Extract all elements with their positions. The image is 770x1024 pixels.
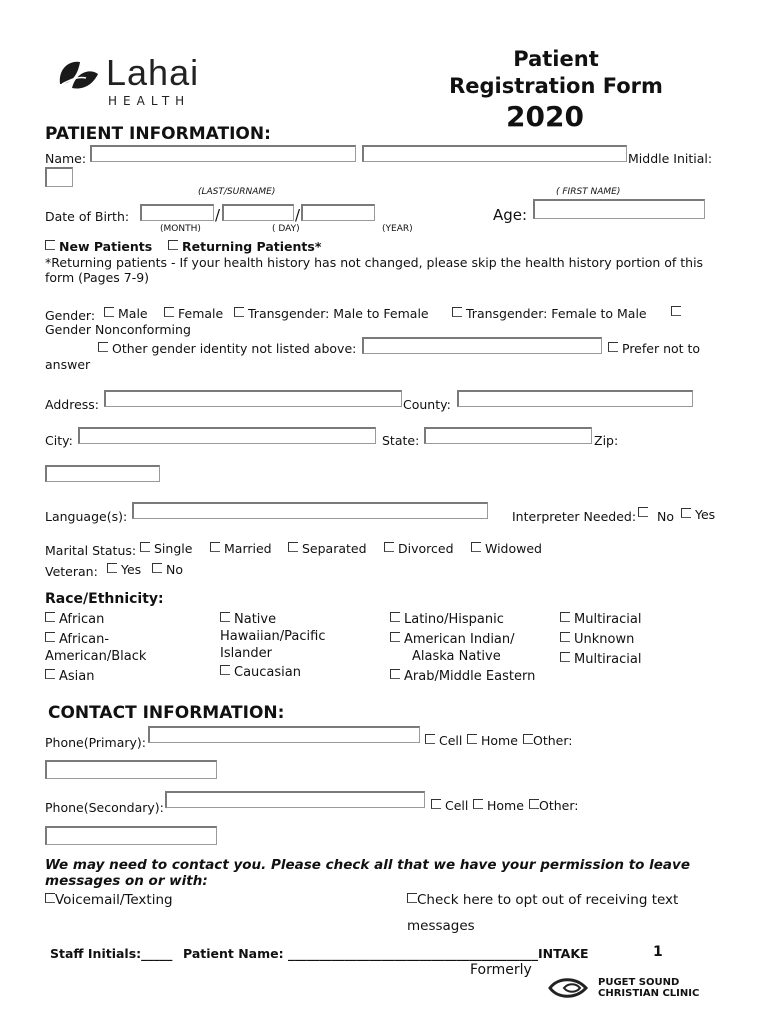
gender-male-label: Male xyxy=(118,306,148,321)
clinic-name-1: PUGET SOUND xyxy=(598,977,680,988)
race-native-hawaiian-option[interactable] xyxy=(220,611,325,628)
year-caption: (YEAR) xyxy=(382,224,413,234)
marital-married-option[interactable] xyxy=(210,541,272,556)
language-field[interactable] xyxy=(132,502,488,519)
primary-home-label: Home xyxy=(481,733,518,748)
race-american-indian-option[interactable] xyxy=(390,631,535,648)
marital-divorced-label: Divorced xyxy=(398,541,454,556)
race-african-american-option[interactable] xyxy=(45,631,146,648)
dob-slash-1: / xyxy=(215,206,221,224)
gender-ftm-label: Transgender: Female to Male xyxy=(466,306,647,321)
opt-out-label-2: messages xyxy=(407,918,475,934)
middle-initial-label: Middle Initial: xyxy=(628,151,713,166)
dob-month-field[interactable] xyxy=(140,204,214,221)
gender-male-option[interactable] xyxy=(104,306,148,321)
secondary-home-label: Home xyxy=(487,798,524,813)
gender-ftm-option[interactable] xyxy=(452,306,647,321)
race-american-indian-label-1: American Indian/ xyxy=(404,632,515,647)
opt-out-label-1: Check here to opt out of receiving text xyxy=(417,892,679,908)
race-american-indian-checkbox[interactable] xyxy=(390,632,400,642)
new-patients-option[interactable] xyxy=(45,239,152,254)
race-native-hawaiian-label-2: Hawaiian/Pacific xyxy=(220,629,326,644)
dob-day-field[interactable] xyxy=(222,204,294,221)
secondary-other-label: Other: xyxy=(539,798,579,813)
patient-name-intake: Patient Name: ________________________________________INTAKE xyxy=(183,946,589,961)
phone-secondary-field[interactable] xyxy=(165,791,425,808)
prefer-not-checkbox[interactable] xyxy=(608,342,618,352)
form-title xyxy=(436,46,676,100)
staff-initials: Staff Initials:_____ xyxy=(50,946,173,961)
marital-label: Marital Status: xyxy=(45,543,137,558)
race-col-2 xyxy=(220,611,325,681)
veteran-no-label: No xyxy=(166,562,183,577)
secondary-cell-checkbox[interactable] xyxy=(431,799,441,809)
first-name-caption: ( FIRST NAME) xyxy=(556,187,621,197)
veteran-yes-checkbox[interactable] xyxy=(107,563,117,573)
county-label: County: xyxy=(403,397,451,412)
prefer-not-option[interactable] xyxy=(608,341,700,356)
race-multiracial-2-checkbox[interactable] xyxy=(560,652,570,662)
race-latino-option[interactable] xyxy=(390,611,535,628)
voicemail-label: Voicemail/Texting xyxy=(55,892,173,908)
gender-other-option[interactable] xyxy=(98,341,356,356)
interpreter-no-label: No xyxy=(657,509,674,524)
formerly-label: Formerly xyxy=(470,962,532,978)
month-caption: (MONTH) xyxy=(160,224,201,234)
state-field[interactable] xyxy=(424,427,592,444)
returning-note-2: form (Pages 7-9) xyxy=(45,270,150,285)
race-col-1 xyxy=(45,611,146,685)
race-native-hawaiian-checkbox[interactable] xyxy=(220,612,230,622)
patient-heading: PATIENT INFORMATION: xyxy=(45,124,271,144)
primary-other-label: Other: xyxy=(533,733,573,748)
race-arab-checkbox[interactable] xyxy=(390,669,400,679)
secondary-home-checkbox[interactable] xyxy=(473,799,483,809)
marital-married-label: Married xyxy=(224,541,272,556)
interpreter-yes-option[interactable] xyxy=(681,507,715,522)
primary-cell-checkbox[interactable] xyxy=(425,734,435,744)
interpreter-no-checkbox[interactable] xyxy=(638,507,648,517)
race-latino-label: Latino/Hispanic xyxy=(404,612,504,627)
last-name-field[interactable] xyxy=(90,145,356,162)
prefer-not-label: Prefer not to xyxy=(622,341,701,356)
returning-patients-option[interactable] xyxy=(168,239,321,254)
marital-widowed-option[interactable] xyxy=(471,541,542,556)
race-caucasian-checkbox[interactable] xyxy=(220,665,230,675)
marital-separated-label: Separated xyxy=(302,541,367,556)
returning-patients-checkbox[interactable] xyxy=(168,240,178,250)
brand-sub: HEALTH xyxy=(108,94,191,108)
race-multiracial-option[interactable] xyxy=(560,611,641,628)
returning-note-1: *Returning patients - If your health history has not changed, please skip the health history portion of this xyxy=(45,255,704,270)
primary-cell-option[interactable] xyxy=(425,733,462,748)
title-line-2: Registration Form xyxy=(449,74,663,98)
race-asian-option[interactable] xyxy=(45,668,146,685)
marital-single-option[interactable] xyxy=(140,541,192,556)
name-label: Name: xyxy=(45,151,87,166)
city-field[interactable] xyxy=(78,427,376,444)
gender-label: Gender: xyxy=(45,308,96,323)
veteran-yes-label: Yes xyxy=(121,562,142,577)
race-multiracial-2-label: Multiracial xyxy=(574,652,642,667)
voicemail-checkbox[interactable] xyxy=(45,893,55,903)
dob-slash-2: / xyxy=(295,206,301,224)
zip-field[interactable] xyxy=(45,465,160,482)
race-caucasian-option[interactable] xyxy=(220,664,325,681)
race-asian-checkbox[interactable] xyxy=(45,669,55,679)
interpreter-yes-checkbox[interactable] xyxy=(681,508,691,518)
permission-text-1: We may need to contact you. Please check all that we have your permission to leave xyxy=(45,857,690,873)
interpreter-label: Interpreter Needed: xyxy=(512,509,637,524)
secondary-other-checkbox[interactable] xyxy=(529,799,539,809)
race-caucasian-label: Caucasian xyxy=(234,665,301,680)
primary-other-option[interactable] xyxy=(523,733,572,748)
race-col-4 xyxy=(560,611,641,668)
clinic-logo xyxy=(546,974,716,1004)
brand-name: Lahai xyxy=(106,52,200,93)
gender-other-field[interactable] xyxy=(362,337,602,354)
race-african-option[interactable] xyxy=(45,611,146,628)
title-line-1: Patient xyxy=(513,47,599,71)
clinic-fish-icon xyxy=(546,975,592,1001)
race-multiracial-checkbox[interactable] xyxy=(560,612,570,622)
title-year: 2020 xyxy=(506,100,584,133)
logo xyxy=(56,52,226,112)
marital-separated-checkbox[interactable] xyxy=(288,542,298,552)
secondary-other-option[interactable] xyxy=(529,798,578,813)
voicemail-option[interactable] xyxy=(45,892,173,908)
marital-divorced-checkbox[interactable] xyxy=(384,542,394,552)
dob-year-field[interactable] xyxy=(301,204,375,221)
marital-single-checkbox[interactable] xyxy=(140,542,150,552)
race-african-american-label-2: American/Black xyxy=(45,649,147,664)
gender-other-checkbox[interactable] xyxy=(98,342,108,352)
new-patients-label: New Patients xyxy=(59,239,153,254)
race-col-3 xyxy=(390,611,535,685)
address-field[interactable] xyxy=(104,390,402,407)
race-native-hawaiian-label-1: Native xyxy=(234,612,277,627)
race-unknown-option[interactable] xyxy=(560,631,641,648)
marital-widowed-label: Widowed xyxy=(485,541,542,556)
marital-married-checkbox[interactable] xyxy=(210,542,220,552)
dob-label: Date of Birth: xyxy=(45,209,130,224)
interpreter-yes-label: Yes xyxy=(695,507,716,522)
gender-nonconforming-label: Gender Nonconforming xyxy=(45,322,191,337)
race-african-checkbox[interactable] xyxy=(45,612,55,622)
veteran-label: Veteran: xyxy=(45,564,98,579)
gender-nonconforming-checkbox[interactable] xyxy=(671,306,681,316)
marital-separated-option[interactable] xyxy=(288,541,367,556)
phone-primary-label: Phone(Primary): xyxy=(45,735,146,750)
secondary-cell-option[interactable] xyxy=(431,798,468,813)
race-american-indian-label-2: Alaska Native xyxy=(412,649,501,664)
primary-cell-label: Cell xyxy=(439,733,463,748)
age-field[interactable] xyxy=(533,199,705,219)
race-latino-checkbox[interactable] xyxy=(390,612,400,622)
gender-male-checkbox[interactable] xyxy=(104,307,114,317)
race-native-hawaiian-label-3: Islander xyxy=(220,646,273,661)
race-unknown-checkbox[interactable] xyxy=(560,632,570,642)
gender-female-checkbox[interactable] xyxy=(164,307,174,317)
race-african-label: African xyxy=(59,612,105,627)
middle-initial-field[interactable] xyxy=(45,167,73,187)
returning-patients-label: Returning Patients* xyxy=(182,239,322,254)
age-label: Age: xyxy=(493,206,528,224)
gender-other-label: Other gender identity not listed above: xyxy=(112,341,357,356)
language-label: Language(s): xyxy=(45,509,128,524)
race-heading: Race/Ethnicity: xyxy=(45,591,164,607)
opt-out-checkbox[interactable] xyxy=(407,893,417,903)
primary-other-checkbox[interactable] xyxy=(523,734,533,744)
zip-label: Zip: xyxy=(594,433,619,448)
primary-other-field[interactable] xyxy=(45,760,217,779)
gender-female-option[interactable] xyxy=(164,306,223,321)
county-field[interactable] xyxy=(457,390,693,407)
gender-female-label: Female xyxy=(178,306,224,321)
race-unknown-label: Unknown xyxy=(574,632,635,647)
race-arab-option[interactable] xyxy=(390,668,535,685)
secondary-home-option[interactable] xyxy=(473,798,524,813)
day-caption: ( DAY) xyxy=(272,224,300,234)
race-african-american-label-1: African- xyxy=(59,632,110,647)
primary-home-checkbox[interactable] xyxy=(467,734,477,744)
phone-primary-field[interactable] xyxy=(148,726,420,743)
race-asian-label: Asian xyxy=(59,669,95,684)
gender-mtf-option[interactable] xyxy=(234,306,429,321)
primary-home-option[interactable] xyxy=(467,733,518,748)
veteran-no-option[interactable] xyxy=(152,562,183,577)
page-number: 1 xyxy=(653,944,663,960)
state-label: State: xyxy=(382,433,420,448)
permission-text-2: messages on or with: xyxy=(45,873,208,889)
race-multiracial-2-option[interactable] xyxy=(560,651,641,668)
leaf-icon xyxy=(56,54,100,98)
title-year-clip xyxy=(500,100,620,133)
gender-ftm-checkbox[interactable] xyxy=(452,307,462,317)
answer-label: answer xyxy=(45,357,91,372)
secondary-other-field[interactable] xyxy=(45,826,217,845)
opt-out-option[interactable] xyxy=(407,892,678,908)
marital-divorced-option[interactable] xyxy=(384,541,454,556)
secondary-cell-label: Cell xyxy=(445,798,469,813)
last-name-caption: (LAST/SURNAME) xyxy=(198,187,276,197)
gender-mtf-checkbox[interactable] xyxy=(234,307,244,317)
address-label: Address: xyxy=(45,397,99,412)
first-name-field[interactable] xyxy=(362,145,627,162)
contact-heading: CONTACT INFORMATION: xyxy=(48,703,285,723)
veteran-no-checkbox[interactable] xyxy=(152,563,162,573)
race-multiracial-label: Multiracial xyxy=(574,612,642,627)
veteran-yes-option[interactable] xyxy=(107,562,141,577)
clinic-name-2: CHRISTIAN CLINIC xyxy=(598,988,700,999)
phone-secondary-label: Phone(Secondary): xyxy=(45,800,164,815)
race-arab-label: Arab/Middle Eastern xyxy=(404,669,536,684)
gender-mtf-label: Transgender: Male to Female xyxy=(248,306,429,321)
marital-widowed-checkbox[interactable] xyxy=(471,542,481,552)
city-label: City: xyxy=(45,433,73,448)
race-african-american-checkbox[interactable] xyxy=(45,632,55,642)
marital-single-label: Single xyxy=(154,541,193,556)
new-patients-checkbox[interactable] xyxy=(45,240,55,250)
